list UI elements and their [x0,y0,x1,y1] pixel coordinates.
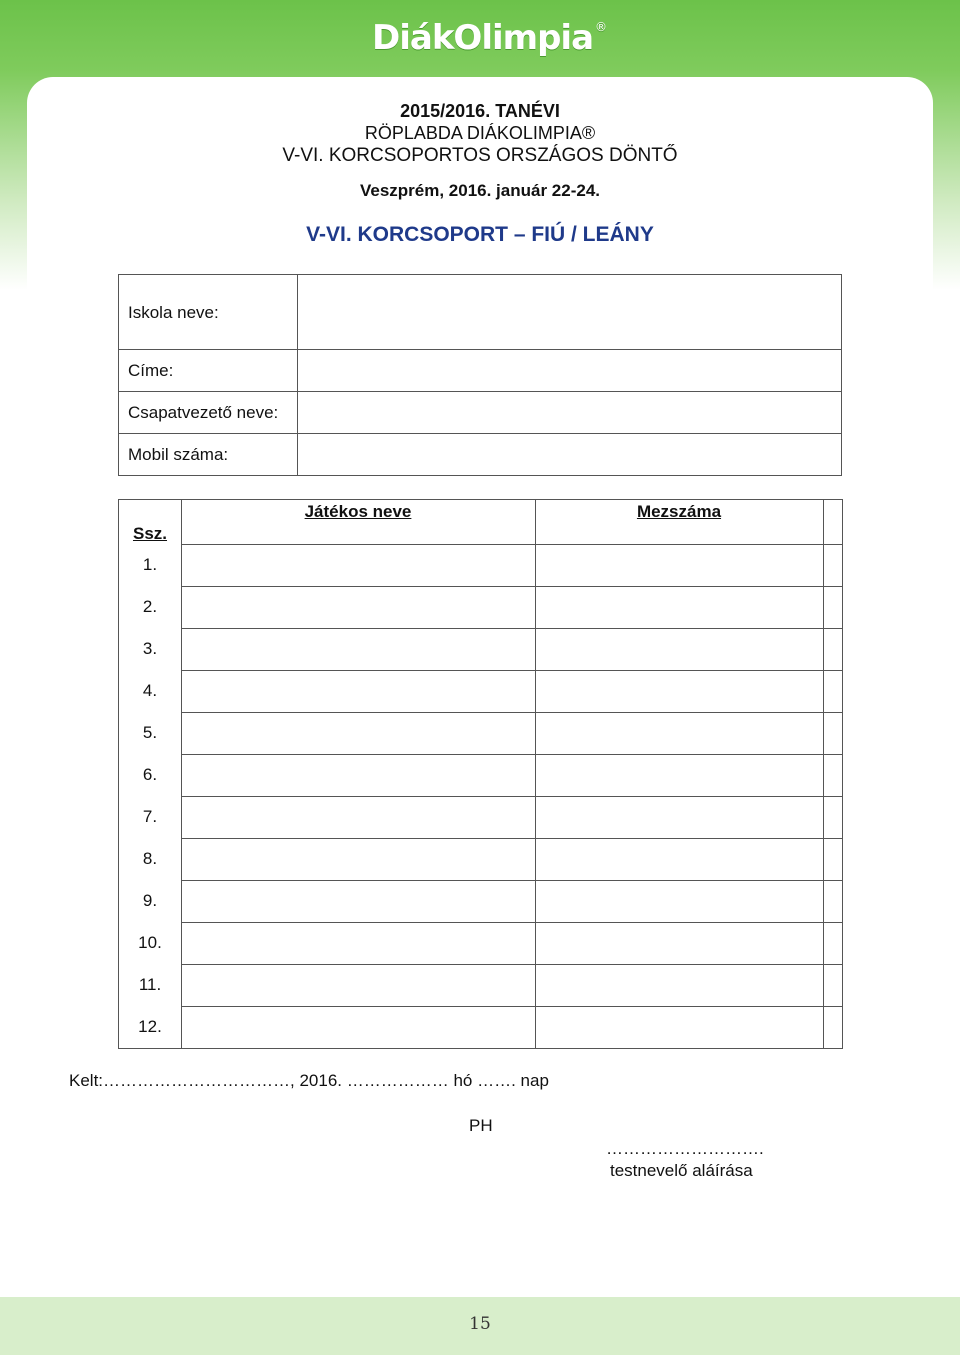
player-name-cell[interactable] [182,839,535,880]
jersey-number-cell[interactable] [536,587,823,628]
player-name-cell[interactable] [182,545,535,586]
jersey-number-cell[interactable] [536,629,823,670]
player-name-cell[interactable] [182,1007,535,1048]
jersey-number-cell[interactable] [536,965,823,1006]
row-number: 1. [142,555,158,574]
row-number: 9. [142,891,158,910]
row-number: 12. [138,1017,162,1036]
mobile-label: Mobil száma: [128,445,229,464]
mobile-field[interactable] [299,434,841,474]
category-title: V-VI. KORCSOPORT – FIÚ / LEÁNY [306,223,654,246]
diakolimpia-logo [372,18,607,66]
jersey-number-cell[interactable] [536,839,823,880]
jersey-number-cell[interactable] [536,755,823,796]
row-number: 5. [142,723,158,742]
player-name-cell[interactable] [182,755,535,796]
row-number: 2. [142,597,158,616]
address-label: Címe: [128,361,174,380]
row-number: 11. [138,975,162,994]
col-header-number: Ssz. [132,524,168,543]
player-name-cell[interactable] [182,713,535,754]
player-name-cell[interactable] [182,671,535,712]
row-number: 4. [142,681,158,700]
player-name-cell[interactable] [182,797,535,838]
row-number: 10. [138,933,162,952]
jersey-number-cell[interactable] [536,797,823,838]
school-info-table [118,274,842,476]
jersey-number-cell[interactable] [536,881,823,922]
player-name-cell[interactable] [182,587,535,628]
row-number: 6. [142,765,158,784]
season-title: 2015/2016. TANÉVI [400,101,560,121]
player-name-cell[interactable] [182,881,535,922]
registered-mark: ® [595,20,607,34]
final-title: V-VI. KORCSOPORTOS ORSZÁGOS DÖNTŐ [282,145,678,166]
school-name-label: Iskola neve: [128,303,219,322]
row-number: 8. [142,849,158,868]
players-table [118,499,843,1049]
date-line: Kelt:……………………………, 2016. ……………… hó ……. nap [69,1071,549,1090]
jersey-number-cell[interactable] [536,923,823,964]
team-leader-label: Csapatvezető neve: [128,403,279,422]
column-divider [823,500,824,1048]
player-name-cell[interactable] [182,965,535,1006]
signature-label: testnevelő aláírása [610,1161,753,1180]
jersey-number-cell[interactable] [536,545,823,586]
info-column-divider [297,275,298,475]
jersey-number-cell[interactable] [536,713,823,754]
player-name-cell[interactable] [182,629,535,670]
row-number: 7. [142,807,158,826]
jersey-number-cell[interactable] [536,1007,823,1048]
signature-line: ………………………. [606,1139,764,1158]
address-field[interactable] [299,350,841,390]
col-header-jersey-number: Mezszáma [636,502,722,521]
player-name-cell[interactable] [182,923,535,964]
venue-date: Veszprém, 2016. január 22-24. [359,181,601,200]
row-number: 3. [142,639,158,658]
stamp-placeholder: PH [469,1116,493,1135]
jersey-number-cell[interactable] [536,671,823,712]
logo-text: DiákOlimpia [372,18,594,58]
school-name-field[interactable] [299,275,841,348]
team-leader-field[interactable] [299,392,841,432]
page-number: 15 [469,1314,491,1334]
competition-title: RÖPLABDA DIÁKOLIMPIA® [364,123,596,143]
col-header-player-name: Játékos neve [304,502,412,521]
